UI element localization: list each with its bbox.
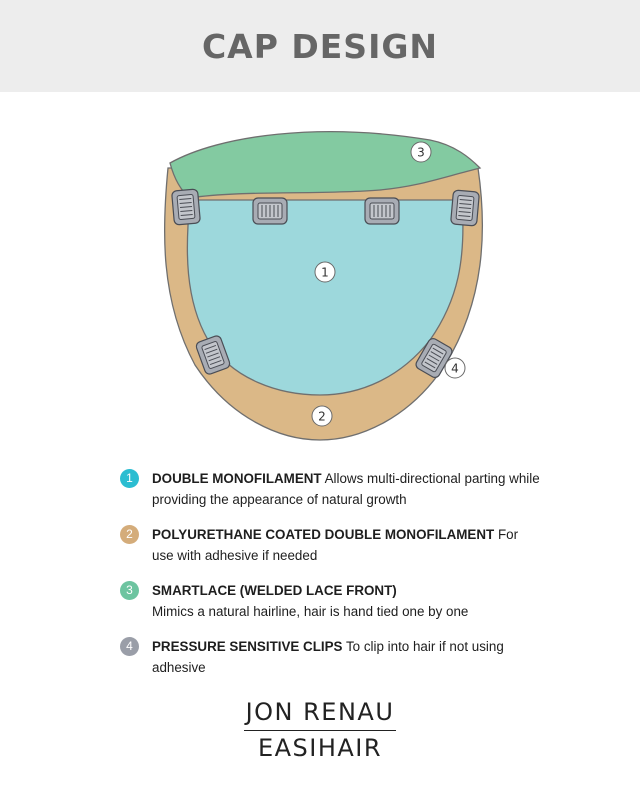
clip-top-right: [365, 198, 399, 224]
cap-diagram: [0, 92, 640, 452]
svg-text:4: 4: [451, 361, 459, 376]
legend-item-double-monofilament: [120, 468, 540, 510]
brand-line-easihair: EASIHAIR: [257, 734, 383, 762]
legend-number-badge: 3: [120, 581, 139, 600]
legend-number-badge: 2: [120, 525, 139, 544]
legend-description: Allows multi-directional parting while providing the appearance of natural growth: [152, 471, 540, 507]
clip-top-left: [253, 198, 287, 224]
clip-left-top: [172, 189, 201, 225]
legend: [120, 468, 540, 692]
brand-logo: [0, 698, 640, 762]
header-banner: [0, 0, 640, 92]
svg-text:2: 2: [318, 409, 326, 424]
legend-item-pressure-clips: [120, 636, 540, 678]
legend-description: For use with adhesive if needed: [152, 527, 519, 563]
marker-1: [315, 262, 335, 282]
svg-text:1: 1: [321, 265, 329, 280]
marker-2: [312, 406, 332, 426]
legend-title: PRESSURE SENSITIVE CLIPS: [152, 639, 343, 654]
legend-description: To clip into hair if not using adhesive: [152, 639, 504, 675]
legend-title: SMARTLACE (WELDED LACE FRONT): [152, 583, 397, 598]
brand-line-jon-renau: JON RENAU: [244, 698, 397, 731]
legend-number-badge: 1: [120, 469, 139, 488]
legend-item-polyurethane: [120, 524, 540, 566]
page-title: CAP DESIGN: [201, 26, 439, 66]
legend-title: DOUBLE MONOFILAMENT: [152, 471, 322, 486]
legend-number-badge: 4: [120, 637, 139, 656]
legend-description: Mimics a natural hairline, hair is hand tied one by one: [152, 604, 469, 619]
legend-title: POLYURETHANE COATED DOUBLE MONOFILAMENT: [152, 527, 495, 542]
svg-text:3: 3: [417, 145, 425, 160]
marker-4: [445, 358, 465, 378]
clip-right-top: [451, 190, 480, 226]
legend-item-smartlace: [120, 580, 540, 622]
marker-3: [411, 142, 431, 162]
